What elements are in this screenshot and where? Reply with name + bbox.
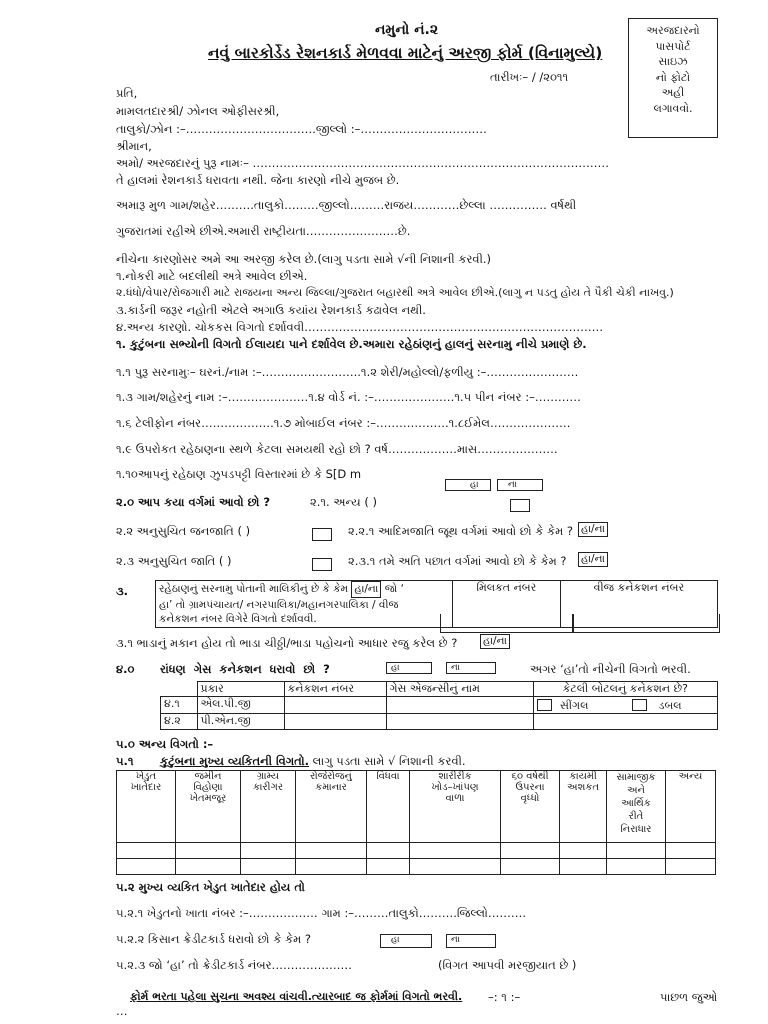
section3-number: ૩.: [116, 584, 129, 598]
electricity-connection-header: વીજ કનેકશન નંબર: [560, 581, 717, 628]
gas-header-agency: ગેસ એજન્સીનું નામ: [386, 682, 533, 697]
ownership-text-b: જો ‘: [384, 583, 404, 595]
table-cell[interactable]: [367, 843, 410, 859]
slum-yes-box[interactable]: [445, 479, 491, 491]
no-label: ના: [451, 935, 460, 945]
col-daily-earner: રોજેરોજનું કમાનાર: [296, 771, 367, 843]
col-landless: જમીન વિહોણા ખેતમજૂર: [176, 771, 241, 843]
col-infirm: કાયમી અશકત: [560, 771, 607, 843]
table-row: [161, 697, 718, 714]
farmer-heading: ૫.૨ મુખ્ય વ્યકિત ખેડુત ખાતેદાર હોય તો: [116, 880, 305, 894]
scheduled-tribe: ૨.૨ અનુસુચિત જનજાતિ ( ): [116, 524, 251, 538]
no-label: ના: [508, 480, 517, 490]
section1-heading: ૧. કુટુંબના સભ્યોની વિગતો ઈલાયદા પાને દર્શાવેલ છે.અમારા રહેઠાંણનું હાલનું સરનામુ નીચે પ્રમાણે છે.: [116, 337, 587, 351]
primitive-tribe-question: ૨.૨.૧ આદિમજાતિ જૂથ વર્ગમાં આવો છો કે કેમ ?: [348, 524, 573, 538]
reason-item[interactable]: ૪.અન્ય કારણો. ચોકકસ વિગતો દર્શાવવી……………………………………………………………………: [116, 320, 604, 334]
reason-item[interactable]: ૨.ધંધો/વેપાર/રોજગારી માટે રાજયના અન્ય જિલ્લા/ગુજરાત બહારથી અત્રે આવેલ છીએ.(લાગુ ન પડતુ હોય તે પૈકી ચેકી નાખવુ.): [116, 286, 674, 299]
table-cell[interactable]: [410, 843, 501, 859]
section5-1-heading: [160, 754, 466, 769]
category-other[interactable]: ૨.૧. અન્ય ( ): [310, 495, 377, 509]
table-cell[interactable]: [560, 859, 607, 875]
backward-class-yes-no[interactable]: હા/ના: [578, 552, 608, 567]
primitive-tribe-yes-no[interactable]: હા/ના: [578, 522, 608, 537]
table-cell[interactable]: [176, 843, 241, 859]
table-cell[interactable]: [560, 843, 607, 859]
reason-item[interactable]: ૧.નોકરી માટે બદલીથી અત્રે આવેલ છીએ.: [116, 269, 308, 283]
blank-cell: [161, 682, 198, 697]
gas-row-number-input[interactable]: [284, 714, 386, 730]
col-disabled: શારીરીક ખોડ–ખાંપણ વાળા: [410, 771, 501, 843]
kisan-no-box[interactable]: [446, 934, 496, 948]
reasons-intro: નીચેના કારણોસર અમે આ અરજી કરેલ છે.(લાગુ પડતા સામે √ની નિશાની કરવી.): [116, 252, 492, 266]
nationality-field[interactable]: ગુજરાતમાં રહીએ છીએ.અમારી રાષ્ટ્રીયતા……………………છે.: [116, 224, 411, 238]
applicant-name-field[interactable]: અમો/ અરજદારનું પુરૂ નામઃ– …………………………………………………………………………………: [116, 156, 609, 170]
photo-line: સાઇઝ: [658, 55, 688, 68]
single-checkbox[interactable]: [537, 699, 552, 711]
table-cell[interactable]: [367, 859, 410, 875]
head-person-instruction: લાગુ પડતા સામે √ નિશાની કરવી.: [309, 754, 466, 768]
electricity-connection-input[interactable]: [572, 614, 720, 633]
section4-number: ૪.૦: [116, 662, 135, 676]
gas-table: [160, 681, 718, 730]
table-cell[interactable]: [296, 843, 367, 859]
gas-row-agency-input[interactable]: [386, 697, 533, 714]
section5-1-number: ૫.૧: [116, 754, 134, 768]
phone-mobile-email-field[interactable]: ૧.૬ ટેલીફોન નંબર……………….૧.૭ મોબાઈલ નંબર :–……………….૧.૮ઈમેલ…………………: [116, 416, 571, 430]
ownership-text-c: હા’ તો ગ્રામપંચાયત/ નગરપાલિકા/મહાનગરપાલિકા / વીજ: [159, 598, 399, 611]
gas-header-type: પ્રકાર: [197, 682, 284, 697]
photo-line: અહી: [661, 86, 685, 99]
col-widow: વિધવા: [367, 771, 410, 843]
residence-duration-field[interactable]: ૧.૯ ઉપરોકત રહેઠાણના સ્થળે કેટલા સમયથી રહો છો ? વર્ષ………………માસ…………………: [116, 442, 558, 456]
double-label: ડબલ: [658, 699, 682, 712]
ownership-text-d: કનેકશન નંબર વિગેરે વિગતો દર્શાવવી.: [159, 613, 317, 625]
photo-line: લગાવવો.: [653, 101, 693, 115]
table-cell[interactable]: [241, 843, 296, 859]
salutation: શ્રીમાન,: [116, 139, 152, 153]
scheduled-tribe-checkbox[interactable]: [312, 528, 332, 541]
scheduled-caste-checkbox[interactable]: [312, 558, 332, 571]
table-row: [161, 714, 718, 730]
table-cell[interactable]: [501, 859, 560, 875]
head-person-table: [116, 770, 716, 875]
yes-label: હા: [391, 663, 400, 673]
table-row: [117, 843, 716, 859]
turn-over-note: પાછળ જુઓ: [660, 990, 718, 1004]
page-number: –: ૧ :–: [488, 990, 521, 1004]
table-cell[interactable]: [501, 843, 560, 859]
table-cell[interactable]: [241, 859, 296, 875]
gas-if-yes: અગર ‘હા’તો નીચેની વિગતો ભરવી.: [530, 662, 691, 676]
scheduled-caste: ૨.૩ અનુસુચિત જાતિ ( ): [116, 554, 232, 568]
section5-heading: ૫.૦ અન્ય વિગતો :–: [116, 737, 214, 751]
gas-no-box[interactable]: [446, 662, 496, 674]
table-cell[interactable]: [666, 859, 716, 875]
rent-yes-no[interactable]: હા/ના: [480, 634, 510, 649]
table-row: [117, 859, 716, 875]
ownership-text-a: રહેઠાણનું સરનામુ પોતાની માલિકીનું છે કે કેમ: [159, 583, 349, 595]
form-date[interactable]: તારીખઃ– / /૨૦૧૧: [490, 70, 569, 84]
table-cell[interactable]: [296, 859, 367, 875]
col-farmer: ખેડુત ખાતેદાર: [117, 771, 176, 843]
footer-ellipsis: …: [116, 1004, 128, 1018]
gas-row-type: એલ.પી.જી: [197, 697, 284, 714]
photo-line: પાસપોર્ટ: [655, 39, 691, 53]
table-cell[interactable]: [410, 859, 501, 875]
taluka-field[interactable]: તાલુકો/ઝોન :–…………………………….જીલ્લો :–……………………………: [116, 122, 487, 136]
credit-card-number-field[interactable]: ૫.૨.૩ જો ‘હા’ તો ક્રેડીટકાર્ડ નંબર…………………: [116, 958, 353, 972]
gas-row-num: ૪.૧: [161, 697, 198, 714]
no-label: ના: [451, 663, 460, 673]
col-artisan: ગ્રામ્ય કારીગર: [241, 771, 296, 843]
optional-note: (વિગત આપવી મરજીયાત છે ): [438, 958, 577, 972]
property-number-input[interactable]: [440, 614, 574, 633]
village-ward-pin-field[interactable]: ૧.૩ ગામ/શહેરનું નામ :–…………………૧.૪ વોર્ડ નં. :–…………………૧.૫ પીન નંબર :–…………: [116, 390, 581, 404]
backward-class-question: ૨.૩.૧ તમે અતિ પછાત વર્ગમાં આવો છો કે કેમ ?: [348, 554, 567, 568]
gas-row-num: ૪.૨: [161, 714, 198, 730]
form-title: નવું બારકોર્ડેડ રેશનકાર્ડ મેળવવા માટેનું અરજી ફોર્મ (વિનામુલ્યે): [208, 44, 603, 62]
table-cell[interactable]: [666, 843, 716, 859]
address-line-field[interactable]: ૧.૧ પુરૂ સરનામુઃ– ઘરનં./નામ :–……………………..૧.૨ શેરી/મહોલ્લો/ફળીયુ :–……………………: [116, 365, 579, 379]
no-card-statement: તે હાલમાં રેશનકાર્ડ ધરાવતા નથી. જેના કારણો નીચે મુજબ છે.: [116, 173, 400, 187]
gas-connection-question: રાંધણ ગેસ કનેકશન ધરાવો છો ?: [160, 662, 330, 676]
address-officer: મામલતદારશ્રી/ ઝોનલ ઓફીસરશ્રી,: [116, 104, 280, 118]
single-label: સીંગલ: [560, 699, 589, 712]
category-other-checkbox[interactable]: [510, 499, 530, 512]
photo-line: નો ફોટો: [655, 70, 691, 84]
table-cell[interactable]: [607, 843, 666, 859]
table-cell[interactable]: [117, 859, 176, 875]
col-destitute: સામાજીક અને આર્થિક રીતે નિરાધાર: [607, 771, 666, 843]
gas-row-agency-input[interactable]: [386, 714, 533, 730]
photo-line: અરજદારનો: [646, 24, 700, 37]
gas-yes-box[interactable]: [386, 662, 432, 674]
property-number-header: મિલકત નંબર: [453, 581, 561, 628]
ownership-yes-no[interactable]: હા/ના: [351, 581, 381, 598]
gas-header-number: કનેકશન નંબર: [284, 682, 386, 697]
table-cell[interactable]: [607, 859, 666, 875]
gas-header-bottles: કેટલી બોટલનું કનેકશન છે?: [533, 682, 718, 697]
head-person-title: કુટુંબના મુખ્ય વ્યકિતની વિગતો.: [160, 754, 310, 768]
col-other: અન્ય: [666, 771, 716, 843]
footer-instruction: ફોર્મ ભરતા પહેલા સુચના અવશ્ય વાંચવી.ત્યારબાદ જ ફોર્મમાં વિગતો ભરવી.: [130, 990, 463, 1003]
category-question: ૨.૦ આપ કયા વર્ગમાં આવો છો ?: [116, 495, 271, 509]
ownership-question-cell: [156, 581, 453, 628]
slum-question: ૧.૧૦આપનું રહેઠાણ ઝુપડપટ્ટી વિસ્તારમાં છે કે S[D m: [116, 467, 362, 481]
photo-placeholder-box[interactable]: [628, 18, 718, 138]
yes-label: હા: [470, 480, 479, 490]
form-number: નમુનો નં.૨: [375, 22, 439, 38]
kisan-yes-box[interactable]: [380, 934, 432, 948]
kisan-card-question: ૫.૨.૨ કિસાન ક્રેડીટકાર્ડ ધરાવો છો કે કેમ ?: [116, 932, 311, 946]
native-place-field[interactable]: અમારૂ મુળ ગામ/શહેર……….તાલુકો………જીલ્લો………રાજય…………છેલ્લા …………… વર્ષથી: [116, 198, 577, 212]
gas-row-bottles-input[interactable]: [533, 714, 718, 730]
table-cell[interactable]: [176, 859, 241, 875]
double-checkbox[interactable]: [632, 699, 647, 711]
farmer-account-field[interactable]: ૫.૨.૧ ખેડુતનો ખાતા નંબર :–……………… ગામ :–………તાલુકો……….જિલ્લો……….: [116, 906, 527, 920]
gas-row-number-input[interactable]: [284, 697, 386, 714]
gas-row-type: પી.એન.જી: [197, 714, 284, 730]
table-cell[interactable]: [117, 843, 176, 859]
yes-label: હા: [391, 935, 400, 945]
reason-item[interactable]: ૩.કાર્ડની જરૂર નહોતી એટલે અગાઉ કયાંય રેશનકાર્ડ કઢાવેલ નથી.: [116, 303, 426, 317]
slum-no-box[interactable]: [497, 479, 543, 491]
col-senior: ૬૦ વર્ષથી ઉપરના વૃધ્ધો: [501, 771, 560, 843]
address-to: પ્રતિ,: [116, 86, 138, 100]
rent-question: ૩.૧ ભાડાનું મકાન હોય તો ભાડા ચીઠ્ઠી/ભાડા પહોચનો આધાર રજુ કરેલ છે ?: [116, 636, 458, 650]
